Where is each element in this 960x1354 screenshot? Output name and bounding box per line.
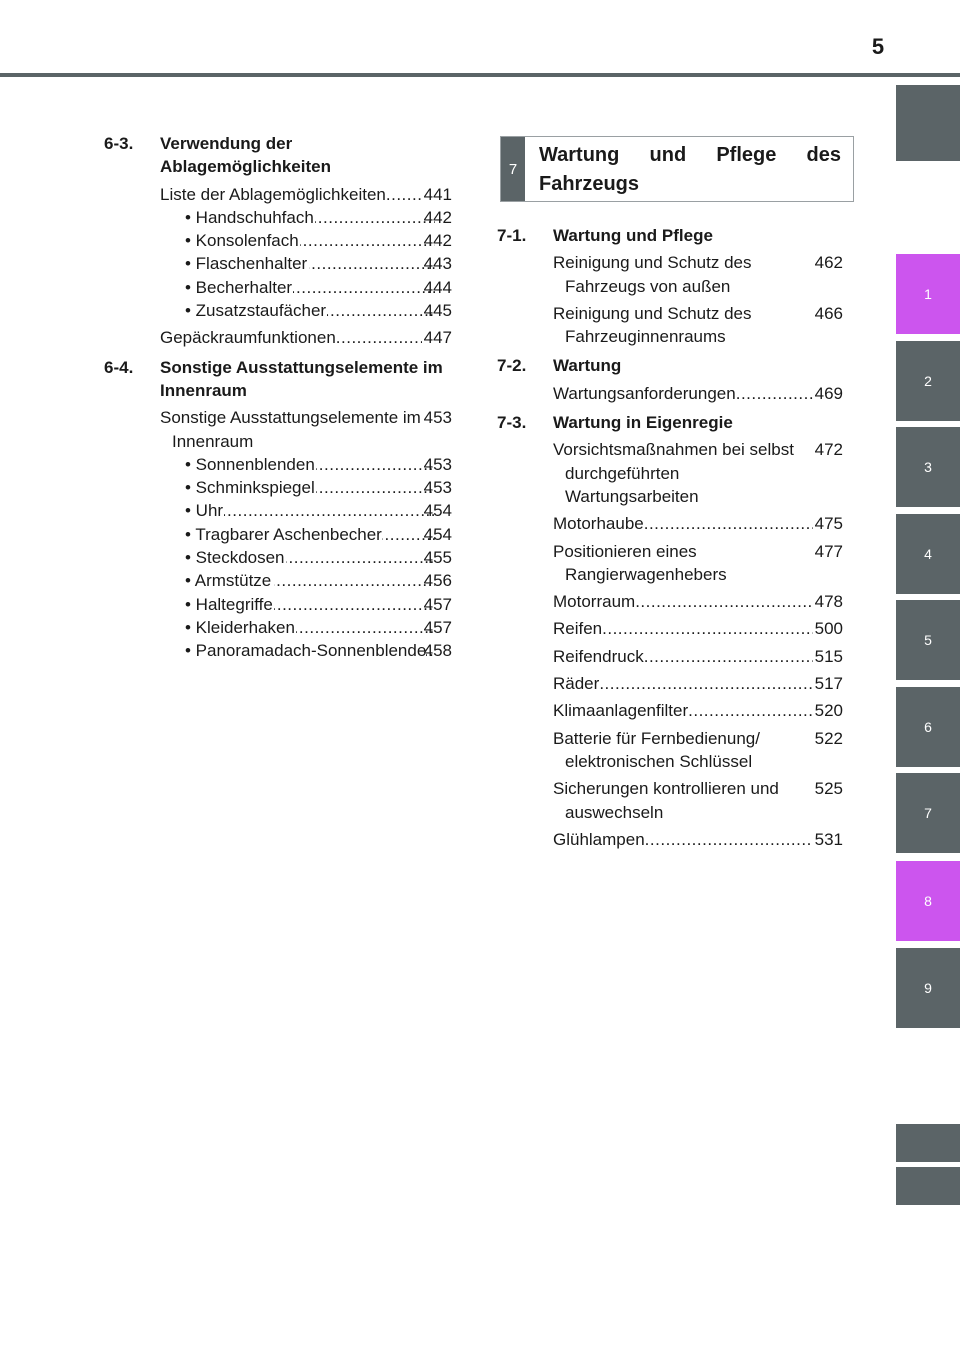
chapter-title-line1: Wartung und Pflege des	[539, 144, 841, 166]
toc-subentry[interactable]	[160, 453, 452, 476]
toc-subentry[interactable]	[160, 593, 452, 616]
chapter-tab-blank[interactable]	[896, 1167, 960, 1205]
section-title: Verwendung der Ablagemöglichkeiten	[160, 134, 331, 177]
toc-entry-line-page: 447	[423, 328, 452, 348]
toc-subentry[interactable]	[160, 523, 452, 546]
chapter-tab-blank[interactable]	[896, 1124, 960, 1162]
leader-dots	[602, 617, 812, 640]
section-heading[interactable]	[497, 224, 843, 247]
toc-subentry[interactable]	[160, 276, 452, 299]
section-heading[interactable]	[104, 132, 452, 179]
toc-entry-line-text: Motorhaube	[553, 514, 644, 534]
toc-entry	[553, 828, 843, 851]
leader-dots	[316, 476, 435, 499]
toc-entry	[553, 590, 843, 613]
section-number: 7-3.	[497, 413, 527, 433]
chapter-tab-8[interactable]: 8	[896, 861, 960, 941]
toc-entry-line[interactable]	[553, 617, 843, 640]
toc-entry-line-text: Gepäckraumfunktionen	[160, 328, 336, 348]
toc-subentry-page: 457	[423, 594, 452, 614]
toc-subentry-page: 442	[423, 231, 452, 251]
toc-entry-line-text: Batterie für Fernbedienung/ elektronischen Schlüssel	[553, 728, 760, 771]
toc-entry-line-text: Liste der Ablagemöglichkeiten	[160, 184, 386, 204]
leader-dots	[293, 276, 434, 299]
toc-entry-line[interactable]	[553, 302, 843, 349]
toc-subentry-text: • Uhr	[185, 501, 224, 521]
toc-subentry-page: 442	[423, 207, 452, 227]
section-number: 7-2.	[497, 356, 527, 376]
toc-entry	[160, 326, 452, 349]
chapter-tab-5[interactable]: 5	[896, 600, 960, 680]
leader-dots	[599, 672, 812, 695]
chapter-tab-4[interactable]: 4	[896, 514, 960, 594]
toc-subentry-page: 456	[423, 571, 452, 591]
toc-subentry-page: 455	[423, 548, 452, 568]
toc-subentry[interactable]	[160, 616, 452, 639]
toc-subentry[interactable]	[160, 229, 452, 252]
chapter-tab-9[interactable]: 9	[896, 948, 960, 1028]
toc-subentry[interactable]	[160, 299, 452, 322]
toc-section	[497, 224, 843, 348]
leader-dots	[286, 546, 435, 569]
toc-entry-line[interactable]	[553, 438, 843, 508]
leader-dots	[644, 645, 813, 668]
toc-entry-line-page: 475	[814, 514, 843, 534]
toc-section	[497, 354, 843, 405]
leader-dots	[635, 590, 812, 613]
toc-section	[497, 411, 843, 851]
section-number: 6-3.	[104, 134, 134, 153]
toc-subentry-page: 458	[423, 641, 452, 661]
toc-entry	[553, 512, 843, 535]
toc-entry-line-text: Reifen	[553, 619, 603, 639]
chapter-tab-6[interactable]: 6	[896, 687, 960, 767]
toc-entry-line-text: Reinigung und Schutz des Fahrzeugs von außen	[553, 253, 752, 296]
toc-entry-line[interactable]	[553, 590, 843, 613]
section-heading[interactable]	[497, 411, 843, 434]
chapter-tab-blank[interactable]	[896, 85, 960, 161]
leader-dots	[309, 252, 435, 275]
toc-entry-line-page: 469	[814, 383, 843, 403]
toc-entry-line[interactable]	[553, 251, 843, 298]
toc-entry	[160, 183, 452, 206]
chapter-tabs	[896, 0, 960, 1354]
toc-entry-line[interactable]	[160, 183, 452, 206]
chapter-heading	[500, 136, 854, 202]
toc-entry-line-text: Glühlampen	[553, 829, 645, 849]
section-title: Wartung	[553, 356, 622, 376]
header-rule	[0, 73, 960, 77]
toc-entry-line-page: 477	[814, 541, 843, 561]
toc-entry	[553, 540, 843, 587]
chapter-number: 7	[501, 137, 525, 201]
section-heading[interactable]	[104, 356, 452, 403]
toc-subentry[interactable]	[160, 499, 452, 522]
toc-entry-line-text: Motorraum	[553, 592, 636, 612]
toc-subentry-text: • Kleiderhaken	[185, 617, 295, 637]
section-number: 7-1.	[497, 226, 527, 245]
toc-subentry-text: • Becherhalter	[185, 277, 293, 297]
toc-entry-line-page: 462	[814, 253, 843, 273]
page-number: 5	[871, 34, 885, 59]
toc-entry-line-text: Sonstige Ausstattungselemente im Innenraum	[160, 408, 421, 451]
toc-entry	[160, 406, 452, 453]
toc-entry-line-text: Reinigung und Schutz des Fahrzeuginnenraums	[553, 303, 752, 347]
chapter-tab-2[interactable]: 2	[896, 341, 960, 421]
toc-entry	[553, 727, 843, 774]
toc-subentry[interactable]	[160, 639, 452, 662]
toc-entry-line[interactable]	[553, 699, 843, 722]
leader-dots	[315, 206, 435, 229]
toc-entry-line[interactable]	[553, 777, 843, 824]
toc-entry-line[interactable]	[160, 406, 452, 453]
section-heading[interactable]	[497, 354, 843, 377]
toc-subentry-page: 453	[423, 454, 452, 474]
leader-dots	[296, 616, 434, 639]
toc-entry-line[interactable]	[553, 672, 843, 695]
toc-subentry[interactable]	[160, 546, 452, 569]
toc-entry-line-page: 520	[814, 701, 843, 721]
toc-subentry-page: 444	[423, 277, 452, 297]
toc-entry-line-text: Wartungsanforderungen	[553, 383, 736, 403]
toc-subentry-text: • Handschuhfach	[185, 207, 314, 227]
toc-subentry-text: • Zusatzstaufächer	[185, 301, 327, 321]
toc-left-column	[104, 132, 452, 669]
toc-entry-line-text: Räder	[553, 674, 600, 694]
section-title: Sonstige Ausstattungselemente im Innenraum	[160, 357, 443, 400]
toc-subentry-text: • Steckdosen	[185, 548, 285, 568]
toc-entry-line-page: 531	[814, 829, 843, 849]
toc-subentry-page: 457	[423, 617, 452, 637]
toc-entry-line[interactable]	[553, 727, 843, 774]
toc-subentry-page: 454	[423, 501, 452, 521]
section-title: Wartung und Pflege	[553, 226, 713, 245]
toc-subentry-page: 445	[423, 301, 452, 321]
toc-entry	[553, 672, 843, 695]
toc-subentry-text: • Tragbarer Aschenbecher	[185, 524, 382, 544]
chapter-tab-3[interactable]: 3	[896, 427, 960, 507]
chapter-title-line2: Fahrzeugs	[539, 173, 640, 195]
toc-entry-line[interactable]	[553, 645, 843, 668]
toc-entry-line-text: Sicherungen kontrollieren und auswechseln	[553, 779, 779, 822]
chapter-tab-1[interactable]: 1	[896, 254, 960, 334]
toc-entry-line-page: 525	[814, 779, 843, 799]
toc-entry-line[interactable]	[553, 512, 843, 535]
toc-section	[104, 132, 452, 350]
chapter-title	[525, 137, 853, 201]
toc-entry	[553, 438, 843, 508]
toc-entry-line-page: 478	[814, 592, 843, 612]
toc-entry	[553, 382, 843, 405]
leader-dots	[336, 326, 422, 349]
toc-entry	[553, 251, 843, 298]
toc-entry	[553, 617, 843, 640]
toc-subentry[interactable]	[160, 206, 452, 229]
leader-dots	[645, 828, 813, 851]
toc-entry-line-page: 441	[423, 184, 452, 204]
toc-entry-line-page: 500	[814, 619, 843, 639]
leader-dots	[274, 593, 434, 616]
toc-entry-line-page: 522	[814, 728, 843, 748]
toc-entry-line[interactable]	[553, 382, 843, 405]
toc-subentry-text: • Haltegriffe	[185, 594, 273, 614]
toc-subentry-page: 443	[423, 254, 452, 274]
leader-dots	[316, 453, 435, 476]
toc-subentry[interactable]	[160, 476, 452, 499]
toc-entry-line-page: 453	[423, 408, 452, 428]
toc-entry	[553, 699, 843, 722]
toc-entry-line-page: 466	[814, 303, 843, 323]
section-title: Wartung in Eigenregie	[553, 413, 733, 433]
toc-entry-line-text: Reifendruck	[553, 646, 644, 666]
leader-dots	[274, 569, 435, 592]
toc-entry-line[interactable]	[160, 326, 452, 349]
toc-entry	[553, 645, 843, 668]
toc-right-column	[497, 224, 843, 857]
leader-dots	[327, 299, 434, 322]
chapter-tab-7[interactable]: 7	[896, 773, 960, 853]
leader-dots	[688, 699, 812, 722]
toc-entry-line-text: Vorsichtsmaßnahmen bei selbst durchgeführten Wartungsarbeiten	[553, 440, 794, 506]
leader-dots	[224, 499, 434, 522]
toc-subentry-text: • Armstütze	[185, 571, 272, 591]
toc-entry-line-text: Klimaanlagenfilter	[553, 701, 689, 721]
toc-entry	[553, 777, 843, 824]
toc-subentry-text: • Schminkspiegel	[185, 478, 315, 498]
toc-entry-line-page: 515	[814, 646, 843, 666]
section-number: 6-4.	[104, 357, 134, 377]
leader-dots	[386, 183, 422, 206]
toc-entry-line-page: 472	[814, 440, 843, 460]
toc-section	[104, 356, 452, 663]
toc-subentry[interactable]	[160, 569, 452, 592]
toc-subentry-page: 454	[423, 524, 452, 544]
toc-subentry-page: 453	[423, 478, 452, 498]
toc-subentry-text: • Flaschenhalter	[185, 254, 308, 274]
toc-entry-line[interactable]	[553, 540, 843, 587]
toc-entry-line-page: 517	[814, 674, 843, 694]
leader-dots	[300, 229, 435, 252]
toc-subentry[interactable]	[160, 252, 452, 275]
toc-subentry-text: • Panoramadach-Sonnenblende	[185, 641, 427, 661]
leader-dots	[736, 382, 813, 405]
toc-entry-line[interactable]	[553, 828, 843, 851]
toc-entry	[553, 302, 843, 349]
toc-entry-line-text: Positionieren eines Rangierwagenhebers	[553, 541, 727, 584]
toc-subentry-text: • Sonnenblenden	[185, 454, 315, 474]
leader-dots	[644, 512, 813, 535]
toc-subentry-text: • Konsolenfach	[185, 231, 299, 251]
